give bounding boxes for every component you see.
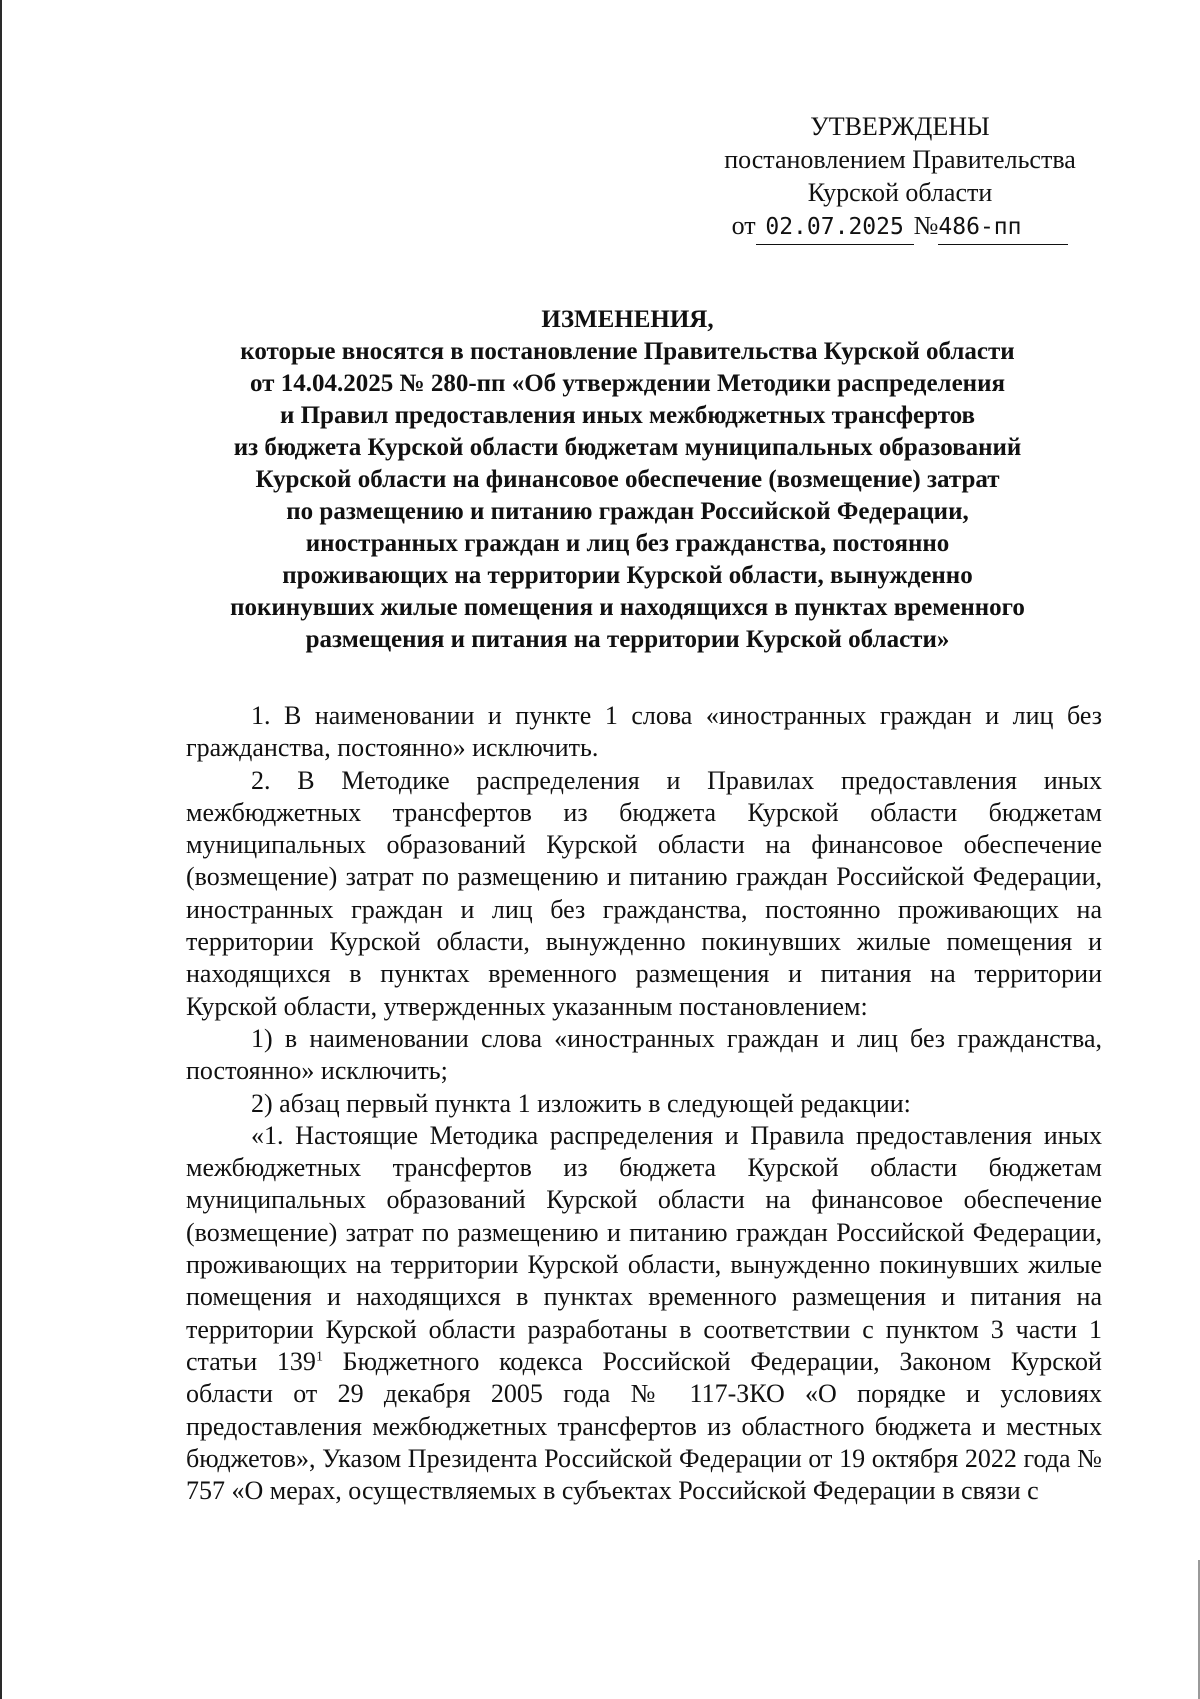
heading-line: покинувших жилые помещения и находящихся в пунктах временного	[230, 594, 1025, 621]
approval-title: УТВЕРЖДЕНЫ	[810, 112, 990, 141]
heading-line: Курской области на финансовое обеспечение (возмещение) затрат	[255, 466, 1000, 493]
heading-line: из бюджета Курской области бюджетам муниципальных образований	[233, 434, 1022, 461]
paragraph-5-part-a: «1. Настоящие Методика распределения и Правила предоставления иных межбюджетных трансфертов из бюджета Курской области бюджетам муниципальных образований Курской области на финансовое обеспечение (возмещение) затрат по размещению и питанию граждан Российской Федерации, проживающих на территории Курской области, вынужденно покинувших жилые помещения и находящихся в пунктах временного размещения и питания на территории Курской области разработаны в соответствии с пунктом 3 части 1 статьи 139	[186, 1120, 1102, 1376]
approval-number: 486-пп	[938, 211, 1068, 245]
heading-line: иностранных граждан и лиц без гражданства, постоянно	[305, 530, 950, 557]
document-heading	[160, 304, 1095, 656]
paragraph-5-part-b: Бюджетного кодекса Российской Федерации, Законом Курской области от 29 декабря 2005 года № 117-ЗКО «О порядке и условиях предоставления межбюджетных трансфертов из областного бюджета и местных бюджетов», Указом Президента Российской Федерации от 19 октября 2022 года № 757 «О мерах, осуществляемых в субъектах Российской Федерации в связи с	[186, 1346, 1102, 1506]
heading-line: по размещению и питанию граждан Российской Федерации,	[286, 498, 969, 525]
approval-stamp-block	[680, 110, 1120, 245]
scan-edge-left	[0, 0, 2, 1699]
heading-line: и Правил предоставления иных межбюджетных трансфертов	[279, 402, 976, 429]
heading-line: проживающих на территории Курской области, вынужденно	[282, 562, 973, 589]
heading-title: ИЗМЕНЕНИЯ,	[541, 306, 714, 333]
paragraph-4: 2) абзац первый пункта 1 изложить в следующей редакции:	[251, 1088, 911, 1118]
approval-line-2: постановлением Правительства	[724, 145, 1076, 174]
approval-line-3: Курской области	[807, 178, 993, 207]
paragraph-2: 2. В Методике распределения и Правилах предоставления иных межбюджетных трансфертов из бюджета Курской области бюджетам муниципальных образований Курской области на финансовое обеспечение (возмещение) затрат по размещению и питанию граждан Российской Федерации, иностранных граждан и лиц без гражданства, постоянно проживающих на территории Курской области, вынужденно покинувших жилые помещения и находящихся в пунктах временного размещения и питания на территории Курской области, утвержденных указанным постановлением:	[186, 765, 1102, 1021]
heading-line: от 14.04.2025 № 280-пп «Об утверждении Методики распределения	[250, 370, 1005, 397]
heading-line: которые вносятся в постановление Правительства Курской области	[240, 338, 1015, 365]
approval-number-sign: №	[913, 211, 939, 240]
approval-date-line	[680, 209, 1120, 245]
article-superscript: 1	[315, 1349, 323, 1365]
approval-date-prefix: от	[731, 211, 756, 240]
approval-date: 02.07.2025	[756, 211, 914, 245]
paragraph-5	[186, 1120, 1102, 1508]
paragraph-1: 1. В наименовании и пункте 1 слова «иностранных граждан и лиц без гражданства, постоянно» исключить.	[186, 701, 1102, 763]
heading-line: размещения и питания на территории Курской области»	[305, 626, 950, 653]
paragraph-3: 1) в наименовании слова «иностранных граждан и лиц без гражданства, постоянно» исключить;	[186, 1023, 1102, 1086]
document-body	[186, 700, 1102, 1507]
